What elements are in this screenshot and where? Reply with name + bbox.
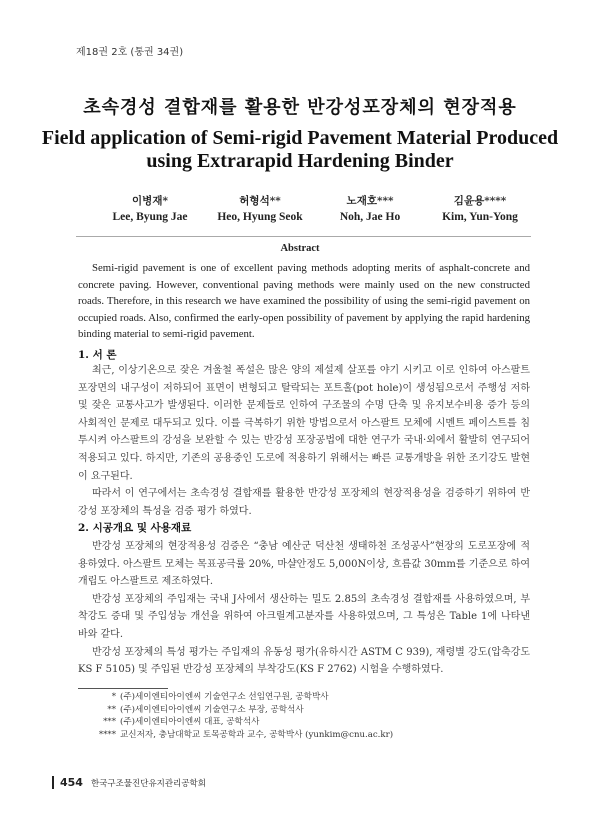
section-2-body [78,538,530,679]
paper-title-english [0,127,600,173]
footnote-text: 교신저자, 충남대학교 토목공학과 교수, 공학박사 (yunkim@cnu.ac.kr) [120,729,394,740]
author-en-2: Heo, Hyung Seok [217,211,303,223]
footnote-text: (주)세이엔티아이엔씨 기술연구소 부장, 공학석사 [120,704,304,715]
title-en-line1: Field application of Semi-rigid Pavement Material Produced [41,127,559,149]
paper-title-korean: 초속경성 결합재를 활용한 반강성포장체의 현장적용 [83,97,517,118]
paragraph: 최근, 이상기온으로 잦은 겨울철 폭설은 많은 양의 제설제 살포를 야기 시키고 이로 인하여 아스팔트 포장면의 내구성이 저하되어 표면이 변형되고 탈락되는 포트홀(pot hole)이 생성됨으로서 주행성 저하 및 잦은 교통사고가 발생된다. 이러한 문제들로 인하여 구조물의 수명 단축 및 유지보수비용 증가 등의 사회적인 문제로 대두되고 있다. 이를 극복하기 위한 방법으로서 아스팔트 모체에 시멘트 페이스트를 침투시켜 아스팔트의 강성을 보완할 수 있는 반강성 포장공법에 대한 연구가 국내·외에서 활발히 연구되어 적용되고 있다. 하지만, 기존의 공용중인 도로에 적용하기 위해서는 빠른 교통개방을 위한 조기강도 발현이 요구된다. [78,365,530,482]
section-2-title: 2. 시공개요 및 사용재료 [78,522,192,534]
author-en-3: Noh, Jae Ho [339,211,401,223]
footnote [84,716,524,729]
paragraph: 반강성 포장체의 주입재는 국내 J사에서 생산하는 밀도 2.85의 초속경성 결합재를 사용하였으며, 부착강도 증대 및 주입성능 개선을 위하여 아크릴계고분자를 사용하였으며, 그 특성은 Table 1에 나타낸 바와 같다. [78,593,530,640]
authors-english [100,211,530,223]
footnote-divider [78,688,168,689]
title-en-line2: using Extrarapid Hardening Binder [146,150,454,172]
paragraph: 반강성 포장체의 특성 평가는 주입재의 유동성 평가(유하시간 ASTM C 939), 재령별 강도(압축강도 KS F 5105) 및 주입된 반강성 포장체의 부착강도(KS F 2762) 시험을 수행하였다. [78,646,530,676]
page-number: 454 [52,776,83,789]
footnotes [84,691,524,741]
footnote-text: (주)세이엔티아이엔씨 기술연구소 선임연구원, 공학박사 [120,692,329,702]
author-ko-4: 김윤용**** [453,195,507,207]
footnote [84,691,524,704]
author-ko-3: 노재호*** [346,195,394,207]
author-en-1: Lee, Byung Jae [112,211,188,223]
footnote-mark: * [111,692,116,702]
footnote-mark: *** [103,717,116,728]
footnote [84,729,524,742]
author-ko-1: 이병재* [132,195,168,207]
footnote [84,704,524,717]
paragraph: 반강성 포장체의 현장적용성 검증은 “충남 예산군 덕산천 생태하천 조성공사”현장의 도로포장에 적용하였다. 아스팔트 모체는 목표공극률 20%, 마샬안정도 5,000N이상, 흐름값 30mm를 기준으로 하여 개립도 아스팔트로 제조하였다. [78,541,530,588]
author-en-4: Kim, Yun-Yong [442,211,518,223]
abstract-heading: Abstract [280,243,320,254]
journal-name: 한국구조물진단유지관리공학회 [90,778,206,789]
paragraph: 따라서 이 연구에서는 초속경성 결합재를 활용한 반강성 포장체의 현장적용성을 검증하기 위하여 반강성 포장체의 특성을 검증 평가 하였다. [78,488,530,517]
authors-korean [100,193,530,208]
footnote-text: (주)세이엔티아이엔씨 대표, 공학석사 [120,717,260,728]
page-footer [52,776,206,789]
author-ko-2: 허형석** [239,195,281,207]
footnote-mark: ** [107,704,116,715]
section-1-body [78,362,530,520]
volume-header: 제18권 2호 (통권 34권) [76,47,184,58]
footnote-mark: **** [98,729,116,740]
divider [76,236,531,237]
section-1-title: 1. 서 론 [78,349,117,361]
abstract-text: Semi-rigid pavement is one of excellent paving methods adopting merits of asphalt-concrete and concrete paving. However, conventional paving methods were mainly used on the new constructed roads. Therefore, in this research we have examined the possibility of using the semi-rigid pavement on occupied roads. Also, confirmed the early-open possibility of pavement by applying the rapid hardening binding material to semi-rigid pavement. [78,262,530,340]
